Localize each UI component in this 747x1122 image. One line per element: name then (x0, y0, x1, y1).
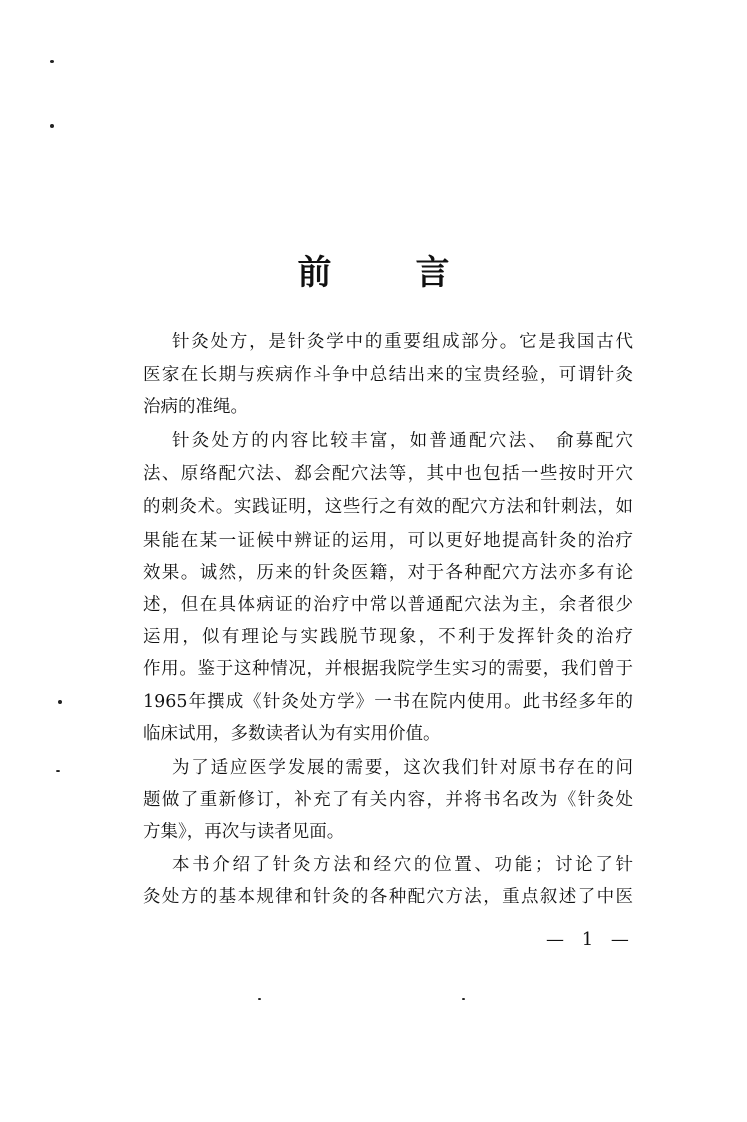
scan-speck (258, 998, 261, 1000)
text-line: 针灸处方的内容比较丰富，如普通配穴法、 俞募配穴 (172, 431, 633, 451)
text-line: 述，但在具体病证的治疗中常以普通配穴法为主，余者很少 (143, 595, 633, 615)
scan-speck (50, 60, 54, 63)
text-line: 1965年撰成《针灸处方学》一书在院内使用。此书经多年的 (143, 692, 633, 712)
text-line: 医家在长期与疾病作斗争中总结出来的宝贵经验，可谓针灸 (143, 365, 633, 385)
scan-speck (462, 998, 465, 1000)
text-line: 题做了重新修订，补充了有关内容，并将书名改为《针灸处 (143, 790, 633, 810)
page-number: — 1 — (546, 929, 635, 950)
scan-speck (58, 700, 62, 704)
text-line: 的刺灸术。实践证明，这些行之有效的配穴方法和针刺法，如 (143, 497, 633, 517)
text-line: 运用，似有理论与实践脱节现象，不利于发挥针灸的治疗 (143, 627, 633, 647)
text-line: 方集》，再次与读者见面。 (143, 822, 345, 842)
text-line: 为了适应医学发展的需要，这次我们针对原书存在的问 (172, 758, 633, 778)
text-line: 本书介绍了针灸方法和经穴的位置、功能；讨论了针 (172, 855, 633, 875)
scan-speck (50, 124, 54, 128)
text-line: 针灸处方，是针灸学中的重要组成部分。它是我国古代 (172, 332, 633, 352)
text-line: 灸处方的基本规律和针灸的各种配穴方法，重点叙述了中医 (143, 887, 633, 907)
scan-speck (56, 770, 60, 772)
text-line: 效果。诚然，历来的针灸医籍，对于各种配穴方法亦多有论 (143, 563, 633, 583)
title-char: 言 (415, 253, 450, 293)
text-line: 果能在某一证候中辨证的运用，可以更好地提高针灸的治疗 (143, 531, 633, 551)
page-title (0, 245, 747, 294)
text-line: 临床试用，多数读者认为有实用价值。 (143, 724, 441, 744)
text-line: 法、原络配穴法、郄会配穴法等，其中也包括一些按时开穴 (143, 464, 633, 484)
text-line: 治病的准绳。 (143, 397, 248, 417)
title-char: 前 (297, 253, 332, 293)
text-line: 作用。鉴于这种情况，并根据我院学生实习的需要，我们曾于 (143, 659, 633, 679)
